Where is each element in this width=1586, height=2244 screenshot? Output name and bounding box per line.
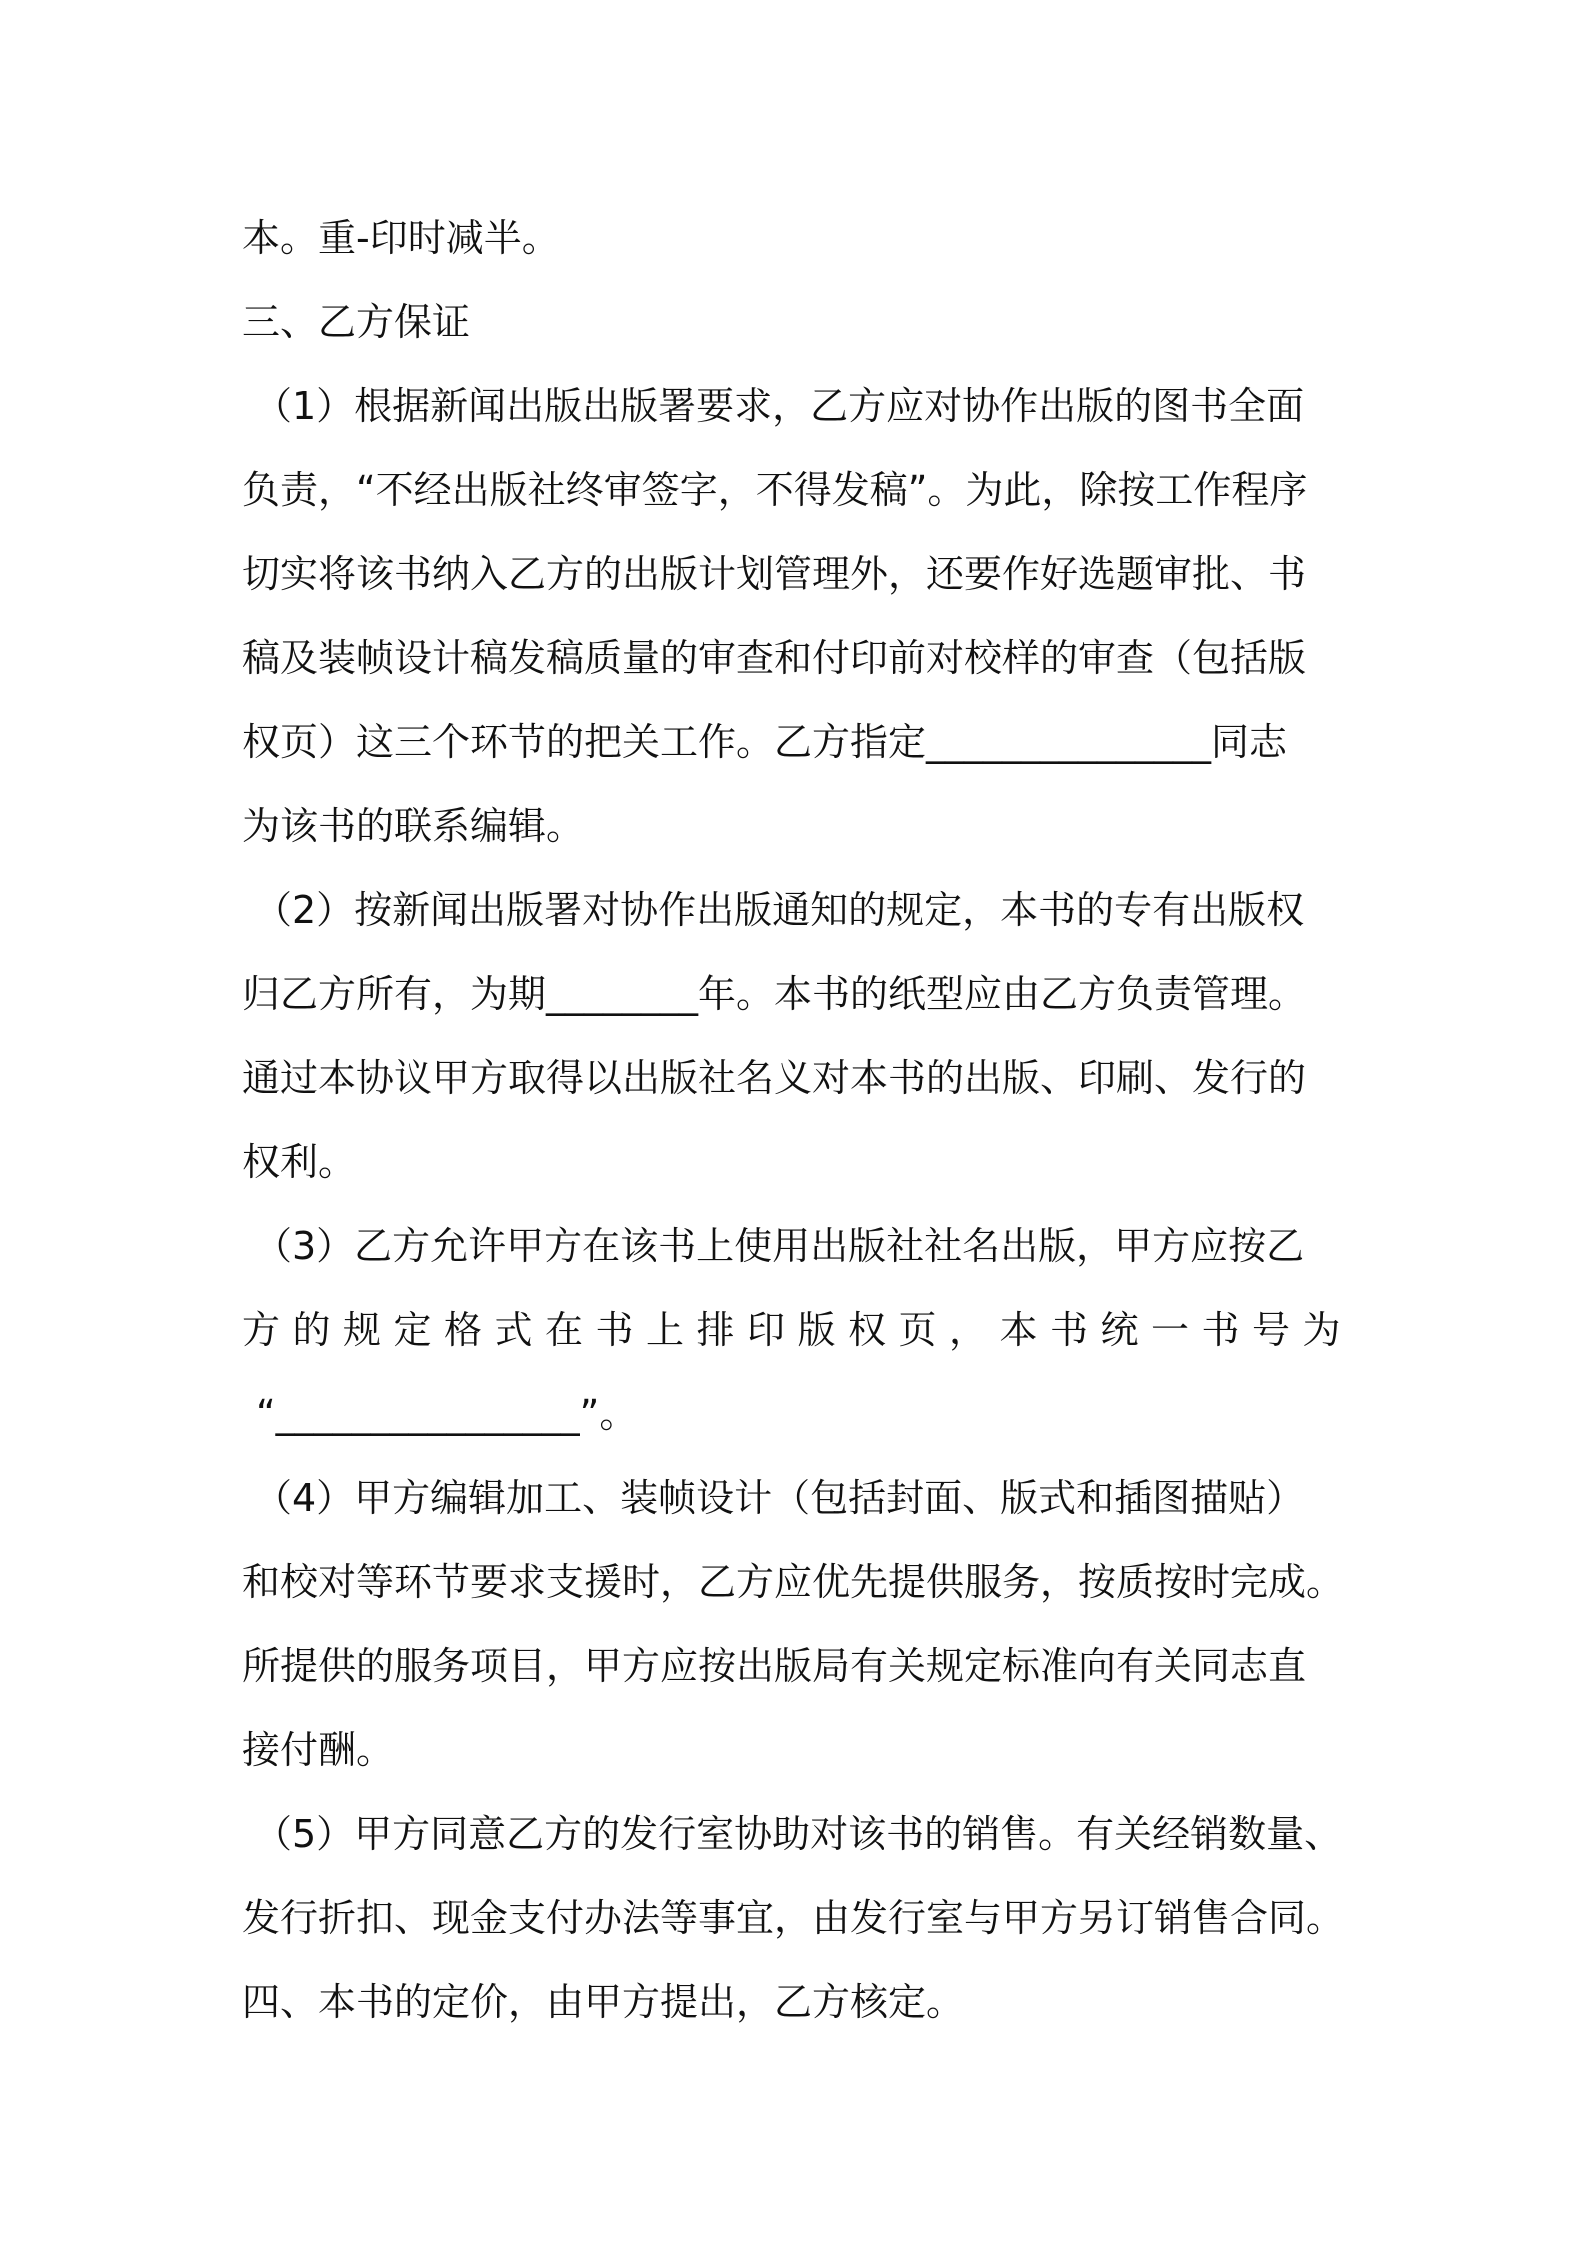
section-heading: 三、乙方保证 (242, 300, 471, 344)
text-line: （3）乙方允许甲方在该书上使用出版社社名出版，甲方应按乙 (254, 1224, 1305, 1268)
text-line: 接付酬。 (242, 1728, 395, 1772)
text-line: “________________”。 (256, 1392, 638, 1436)
text-line: 稿及装帧设计稿发稿质量的审查和付印前对校样的审查（包括版 (242, 636, 1307, 680)
text-line: 和校对等环节要求支援时，乙方应优先提供服务，按质按时完成。 (242, 1560, 1345, 1604)
text-line: 所提供的服务项目，甲方应按出版局有关规定标准向有关同志直 (242, 1644, 1307, 1688)
text-line: 切实将该书纳入乙方的出版计划管理外，还要作好选题审批、书 (242, 552, 1307, 596)
text-line: （1）根据新闻出版出版署要求，乙方应对协作出版的图书全面 (254, 384, 1305, 428)
text-line: （4）甲方编辑加工、装帧设计（包括封面、版式和插图描贴） (254, 1476, 1305, 1520)
text-line: 权页）这三个环节的把关工作。乙方指定_______________同志 (242, 720, 1288, 764)
text-line: 为该书的联系编辑。 (242, 804, 585, 848)
contract-text (242, 196, 1362, 2044)
text-line: 归乙方所有，为期________年。本书的纸型应由乙方负责管理。 (242, 972, 1307, 1016)
text-line: （2）按新闻出版署对协作出版通知的规定，本书的专有出版权 (254, 888, 1305, 932)
text-line: （5）甲方同意乙方的发行室协助对该书的销售。有关经销数量、 (254, 1812, 1343, 1856)
section-heading: 四、本书的定价，由甲方提出，乙方核定。 (242, 1980, 965, 2024)
text-line: 发行折扣、现金支付办法等事宜，由发行室与甲方另订销售合同。 (242, 1896, 1345, 1940)
text-line: 本。重-印时减半。 (242, 216, 560, 260)
text-line: 通过本协议甲方取得以出版社名义对本书的出版、印刷、发行的 (242, 1056, 1307, 1100)
text-line: 方的规定格式在书上排印版权页，本书统一书号为 (242, 1308, 1354, 1352)
text-line: 负责，“不经出版社终审签字，不得发稿”。为此，除按工作程序 (242, 468, 1308, 512)
text-line: 权利。 (242, 1140, 357, 1184)
